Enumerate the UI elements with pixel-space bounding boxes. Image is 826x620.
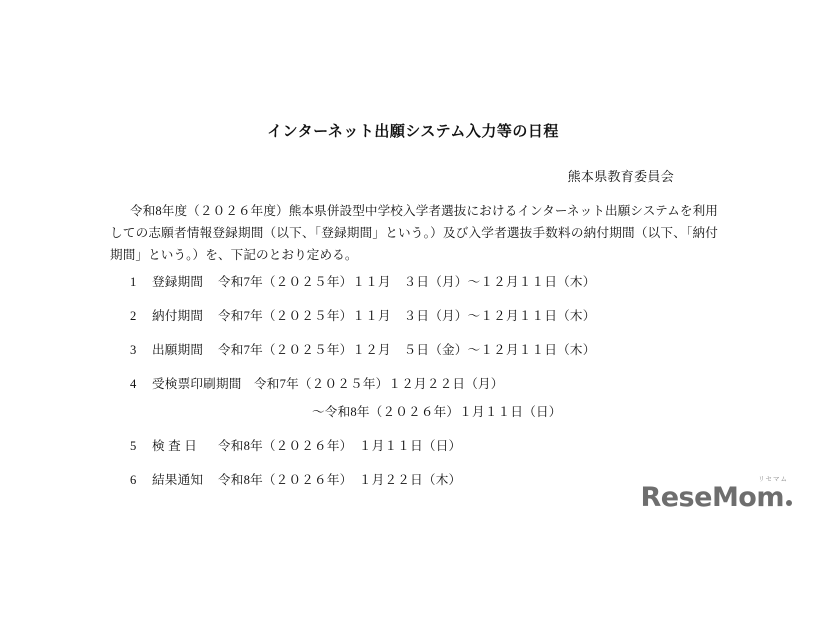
watermark-brand-text: ReseMom bbox=[640, 482, 784, 513]
lead-paragraph-text: 令和8年度（２０２６年度）熊本県併設型中学校入学者選抜におけるインターネット出願システムを利用しての志願者情報登録期間（以下、「登録期間」という。）及び入学者選抜手数料の納付期間（以下、「納付期間」という。）を、下記のとおり定める。 bbox=[110, 204, 718, 262]
item-number: 3 bbox=[130, 343, 137, 357]
watermark-brand bbox=[640, 483, 792, 513]
item-number: 4 bbox=[130, 377, 137, 391]
item-body bbox=[152, 436, 790, 456]
item-number: 6 bbox=[130, 473, 137, 487]
issuer-name: 熊本県教育委員会 bbox=[567, 169, 674, 184]
page-title: インターネット出願システム入力等の日程 bbox=[267, 124, 559, 140]
item-label: 出願期間 bbox=[152, 343, 204, 357]
item-label: 受検票印刷期間 bbox=[152, 377, 242, 391]
item-value: 令和7年（２０２５年）１２月２２日（月） bbox=[254, 377, 504, 391]
list-item bbox=[130, 340, 790, 360]
resemom-watermark bbox=[612, 476, 792, 522]
list-item bbox=[130, 306, 790, 326]
list-item bbox=[130, 374, 790, 422]
item-value: 令和7年（２０２５年）１１月 ３日（月）～１２月１１日（木） bbox=[218, 275, 596, 289]
item-label: 登録期間 bbox=[152, 275, 204, 289]
item-body bbox=[152, 306, 790, 326]
watermark-dot-icon bbox=[786, 500, 792, 506]
item-value: 令和8年（２０２６年） １月１１日（日） bbox=[218, 439, 462, 453]
item-number: 1 bbox=[130, 275, 137, 289]
item-body bbox=[152, 340, 790, 360]
item-label: 結果通知 bbox=[152, 473, 204, 487]
list-item bbox=[130, 436, 790, 456]
item-value: 令和7年（２０２５年）１２月 ５日（金）～１２月１１日（木） bbox=[218, 343, 596, 357]
item-value: 令和7年（２０２５年）１１月 ３日（月）～１２月１１日（木） bbox=[218, 309, 596, 323]
lead-paragraph bbox=[110, 200, 718, 266]
item-body bbox=[152, 374, 790, 422]
item-value: 令和8年（２０２６年） １月２２日（木） bbox=[218, 473, 462, 487]
list-item bbox=[130, 272, 790, 292]
item-label: 納付期間 bbox=[152, 309, 204, 323]
watermark-subtext: リセマム bbox=[758, 475, 788, 483]
item-number: 5 bbox=[130, 439, 137, 453]
item-body bbox=[152, 272, 790, 292]
item-number: 2 bbox=[130, 309, 137, 323]
item-value-continued: ～令和8年（２０２６年）１月１１日（日） bbox=[312, 405, 562, 419]
item-label: 検 査 日 bbox=[152, 439, 198, 453]
schedule-list bbox=[130, 272, 790, 504]
